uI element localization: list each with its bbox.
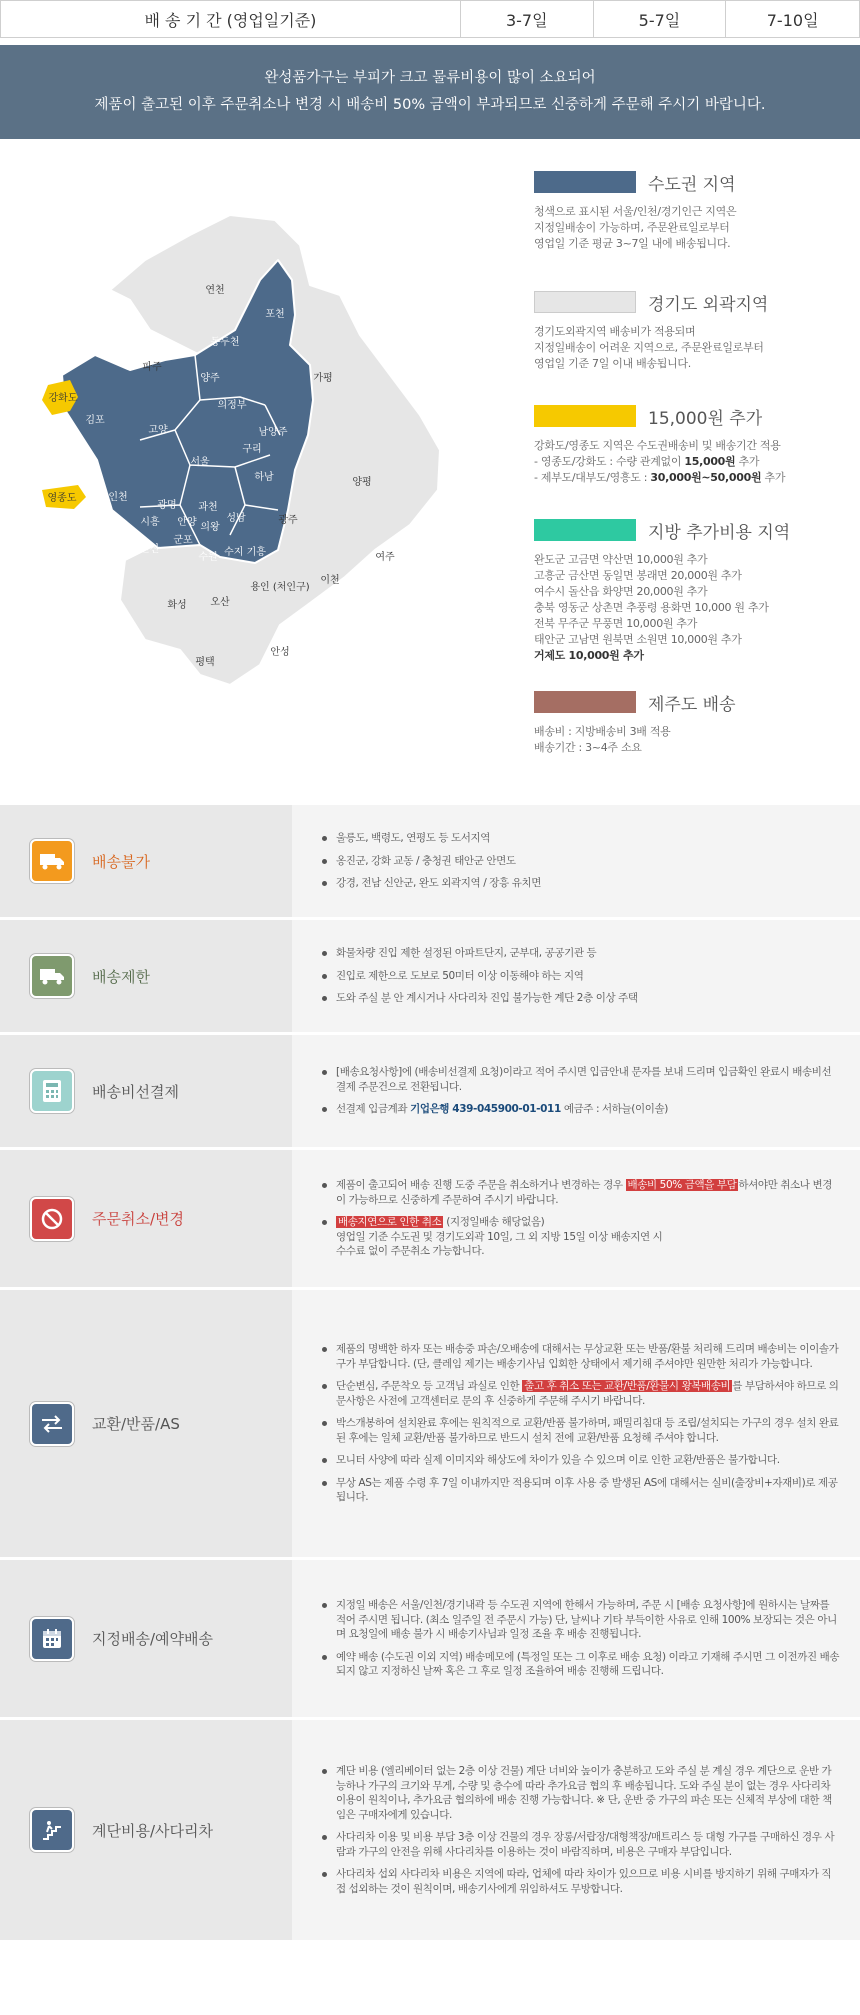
bullet-item: 진입로 제한으로 도보로 50미터 이상 이동해야 하는 지역 [322, 969, 840, 984]
bullet-item: 화물차량 진입 제한 설정된 아파트단지, 군부대, 공공기관 등 [322, 946, 840, 961]
legend-text-part: 추가 [761, 471, 786, 484]
map-label-ganghwa: 강화도 [48, 393, 78, 404]
stairs-person-icon [30, 1808, 74, 1852]
legend-jeju [534, 688, 844, 756]
legend-text-line: 고흥군 금산면 동일면 봉래면 20,000원 추가 [534, 569, 742, 582]
delivery-period-table [0, 0, 860, 38]
map-label-gapyeong: 가평 [313, 373, 333, 384]
row-title: 계단비용/사다리차 [92, 1821, 213, 1840]
highlight-text: 출고 후 취소 또는 교환/반품/환불시 왕복배송비 [524, 1380, 731, 1393]
legend-title-outer: 경기도 외곽지역 [648, 294, 769, 315]
legend-text-part: - 제부도/대부도/영흥도 : [534, 471, 651, 484]
bullet-item: 사다리차 섭외 사다리차 비용은 지역에 따라, 업체에 따라 차이가 있으므로 비용 시비를 방지하기 위해 구매자가 직접 섭외하는 것이 원칙이며, 배송기사에게 위임하셔도 무방합니다. [322, 1867, 840, 1896]
map-label-pocheon: 포천 [265, 309, 285, 320]
legend-text-line: 여수시 돌산읍 화양면 20,000원 추가 [534, 585, 708, 598]
truck-icon [30, 954, 74, 998]
truck-icon [30, 839, 74, 883]
map-label-anyang: 안양 [177, 517, 197, 528]
bullet-item: 지정일 배송은 서울/인천/경기내곽 등 수도권 지역에 한해서 가능하며, 주문 시 [배송 요청사항]에 원하시는 날짜를 적어 주시면 됩니다. (최소 일주일 전 주문시 가능) 단, 날씨나 기타 부득이한 사유로 인해 100% 보장되는 것은 아니며 요청일에 배송 불가 시 배송기사님과 일정 조율 후 배송 진행됩니다. [322, 1598, 840, 1642]
bullet-item: 무상 AS는 제품 수령 후 7일 이내까지만 적용되며 이후 사용 중 발생된 AS에 대해서는 실비(출장비+자재비)로 제공됩니다. [322, 1476, 840, 1505]
legend-metro [534, 168, 844, 252]
map-label-incheon: 인천 [108, 492, 128, 503]
legend-title-extra: 15,000원 추가 [648, 408, 763, 429]
map-label-seongnam: 성남 [226, 513, 246, 524]
notice-banner [0, 45, 860, 139]
period-region: 7-10일 [766, 10, 819, 30]
bullet-item: 울릉도, 백령도, 연평도 등 도서지역 [322, 831, 840, 846]
legend-text-bold: 거제도 10,000원 추가 [534, 649, 644, 662]
text-part: 수수료 없이 주문취소 가능합니다. [336, 1245, 485, 1258]
map-label-gunpo: 군포 [173, 535, 193, 546]
period-outer: 5-7일 [594, 1, 727, 37]
legend-region [534, 516, 844, 664]
map-label-yangpyeong: 양평 [352, 477, 372, 488]
legend-outer [534, 288, 844, 372]
prohibited-icon [30, 1197, 74, 1241]
legend-text-bold: 30,000원~50,000원 [650, 471, 762, 484]
gyeonggi-region-map [40, 205, 460, 725]
map-label-yangju: 양주 [200, 373, 220, 384]
row-title: 주문취소/변경 [92, 1210, 184, 1228]
legend-text-line: 영업일 기준 평균 3~7일 내에 배송됩니다. [534, 237, 731, 250]
map-label-pyeongtaek: 평택 [195, 657, 215, 668]
bank-account: 기업은행 439-045900-01-011 [410, 1103, 561, 1116]
bullet-item [322, 1102, 840, 1117]
map-label-icheon: 이천 [320, 575, 340, 586]
notice-line2: 제품이 출고된 이후 주문취소나 변경 시 배송비 50% 금액이 부과되므로 신중하게 주문해 주시기 바랍니다. [94, 97, 766, 113]
legend-text-line: 배송기간 : 3~4주 소요 [534, 741, 642, 754]
legend-swatch-extra [534, 405, 636, 427]
text-part: 선결제 입금계좌 [336, 1103, 411, 1116]
map-label-yeongjong: 영종도 [47, 493, 77, 504]
exchange-arrows-icon [30, 1402, 74, 1446]
bullet-item: 도와 주실 분 안 계시거나 사다리차 진입 불가능한 계단 2층 이상 주택 [322, 991, 840, 1006]
row-cancel [0, 1150, 860, 1290]
map-label-yeoncheon: 연천 [205, 285, 225, 296]
legend-title-metro: 수도권 지역 [648, 174, 736, 195]
text-part: 하셔야만 취소나 변경이 가능하므로 신중하게 주문하여 주시기 바랍니다. [336, 1179, 832, 1206]
highlight-text: 배송비 50% 금액을 부담 [627, 1179, 737, 1192]
legend-text-line: 태안군 고남면 원북면 소원면 10,000원 추가 [534, 633, 742, 646]
map-label-hanam: 하남 [254, 472, 274, 483]
legend-text-line: 지정일배송이 가능하며, 주문완료일로부터 [534, 221, 730, 234]
notice-line1: 완성품가구는 부피가 크고 물류비용이 많이 소요되어 [264, 70, 596, 86]
row-title: 배송제한 [92, 967, 150, 986]
map-label-goyang: 고양 [148, 425, 168, 436]
bullet-item: 제품의 명백한 하자 또는 배송중 파손/오배송에 대해서는 무상교환 또는 반품/환불 처리해 드리며 배송비는 이이솔가구가 부담합니다. (단, 클레임 제기는 배송기사님 입회한 상태에서 제기해 주셔야만 원만한 처리가 가능합니다. [322, 1342, 840, 1371]
legend-title-jeju: 제주도 배송 [648, 694, 736, 715]
period-header: 배 송 기 간 (영업일기준) [1, 1, 461, 37]
map-label-namyangju: 남양주 [258, 427, 288, 438]
legend-text-line [534, 470, 844, 486]
legend-text-line [534, 454, 844, 470]
legend-swatch-jeju [534, 691, 636, 713]
legend-text-line: 영업일 기준 7일 이내 배송됩니다. [534, 357, 691, 370]
row-no-delivery [0, 805, 860, 920]
bullet-item: 옹진군, 강화 교동 / 충청권 태안군 안면도 [322, 854, 840, 869]
text-part: 제품이 출고되어 배송 진행 도중 주문을 취소하거나 변경하는 경우 [336, 1179, 626, 1192]
bullet-item: 박스개봉하여 설치완료 후에는 원칙적으로 교환/반품 불가하며, 패밀리침대 등 조립/설치되는 가구의 경우 설치 완료된 후에는 일체 교환/반품 불가하므로 반드시 설치 전에 교환/반품 요청해 주셔야 합니다. [322, 1416, 840, 1445]
bullet-item [322, 1178, 840, 1207]
map-label-yongin: 용인 (처인구) [250, 582, 310, 593]
map-label-hwaseong: 화성 [167, 600, 187, 611]
bullet-item [322, 1379, 840, 1408]
map-label-osan: 오산 [210, 597, 230, 608]
row-title: 지정배송/예약배송 [92, 1630, 213, 1648]
legend-text-line: 경기도외곽지역 배송비가 적용되며 [534, 325, 696, 338]
legend-text-bold: 15,000원 [684, 455, 736, 468]
map-label-paju: 파주 [142, 362, 162, 373]
legend-text-part: 추가 [735, 455, 760, 468]
row-title: 교환/반품/AS [92, 1415, 180, 1433]
map-label-anseong: 안성 [270, 647, 290, 658]
legend-text-line [534, 648, 844, 664]
bullet-item [322, 1215, 840, 1259]
period-metro: 3-7일 [461, 1, 594, 37]
map-label-guri: 구리 [242, 444, 262, 455]
text-part: 를 부담하셔야 하므로 의문사항은 사전에 고객센터로 문의 후 신중하게 주문해 주시기 바랍니다. [336, 1380, 839, 1407]
legend-text-line: 전북 무주군 무풍면 10,000원 추가 [534, 617, 698, 630]
row-delivery-limit [0, 920, 860, 1035]
text-part: 예금주 : 서하늘(이이솔) [560, 1103, 668, 1116]
text-part: 영업일 기준 수도권 및 경기도외곽 10일, 그 외 지방 15일 이상 배송지연 시 [336, 1230, 663, 1243]
legend-text-line: 강화도/영종도 지역은 수도권배송비 및 배송기간 적용 [534, 439, 781, 452]
row-title: 배송불가 [92, 852, 150, 871]
map-label-gwangmyeong: 광명 [157, 500, 177, 511]
calculator-icon [30, 1069, 74, 1113]
row-title: 배송비선결제 [92, 1082, 179, 1101]
map-label-gwangju: 광주 [278, 515, 298, 526]
legend-extra [534, 402, 844, 486]
legend-text-part: - 영종도/강화도 : 수량 관계없이 [534, 455, 685, 468]
row-prepay [0, 1035, 860, 1150]
map-label-suwon: 수원 [198, 552, 218, 563]
map-label-ansan: 안산 [140, 544, 160, 555]
map-label-gimpo: 김포 [85, 415, 105, 426]
row-stairs-ladder [0, 1720, 860, 1940]
map-label-dongducheon: 동두천 [210, 337, 240, 348]
map-label-suji-giheung: 수지 기흥 [224, 547, 266, 558]
row-exchange [0, 1290, 860, 1560]
text-part: 단순변심, 주문착오 등 고객님 과실로 인한 [336, 1380, 523, 1393]
map-label-seoul: 서울 [190, 457, 210, 468]
bullet-item: 계단 비용 (엘리베이터 없는 2층 이상 건물) 계단 너비와 높이가 충분하고 도와 주실 분 계실 경우 계단으로 운반 가능하나 가구의 크기와 무게, 수량 및 층수에 따라 추가요금 협의 후 배송됩니다. 도와 주실 분이 없는 경우 사다리차 이용이 원칙이나, 추가요금 협의하에 배송 진행 가능합니다. ※ 단, 운반 중 가구의 파손 또는 신체적 부상에 대한 책임은 구매자에게 있습니다. [322, 1764, 840, 1822]
calendar-icon [30, 1617, 74, 1661]
legend-text-line: 완도군 고금면 약산면 10,000원 추가 [534, 553, 708, 566]
legend-swatch-outer [534, 291, 636, 313]
bullet-item: 예약 배송 (수도권 이외 지역) 배송메모에 (특정일 또는 그 이후로 배송 요청) 이라고 기재해 주시면 그 이전까진 배송되지 않고 지정하신 날짜 혹은 그 후로 일정 조율하여 배송 진행해 드립니다. [322, 1650, 840, 1679]
map-label-uijeongbu: 의정부 [217, 400, 247, 411]
row-scheduled [0, 1560, 860, 1720]
legend-text-line: 배송비 : 지방배송비 3배 적용 [534, 725, 671, 738]
highlight-text: 배송지연으로 인한 취소 [338, 1216, 442, 1229]
bullet-item: 강경, 전남 신안군, 완도 외곽지역 / 장흥 유치면 [322, 876, 840, 891]
map-label-yeoju: 여주 [375, 552, 395, 563]
text-part: (지정일배송 해당없음) [443, 1216, 545, 1229]
legend-swatch-metro [534, 171, 636, 193]
bullet-item: 모니터 사양에 따라 실제 이미지와 해상도에 차이가 있을 수 있으며 이로 인한 교환/반품은 불가합니다. [322, 1453, 840, 1468]
bullet-item: [배송요청사항]에 (배송비선결제 요청)이라고 적어 주시면 입금안내 문자를 보내 드리며 입금확인 완료시 배송비선결제 주문건으로 전환됩니다. [322, 1065, 840, 1094]
legend-text-line: 청색으로 표시된 서울/인천/경기인근 지역은 [534, 205, 737, 218]
legend-title-region: 지방 추가비용 지역 [648, 522, 791, 543]
legend-text-line: 지정일배송이 어려운 지역으로, 주문완료일로부터 [534, 341, 764, 354]
policy-rows [0, 805, 860, 1940]
legend-text-line: 충북 영동군 상촌면 추풍령 용화면 10,000 원 추가 [534, 601, 769, 614]
legend-swatch-region [534, 519, 636, 541]
map-label-siheung: 시흥 [140, 517, 160, 528]
bullet-item: 사다리차 이용 및 비용 부담 3층 이상 건물의 경우 장롱/서랍장/대형책장/매트리스 등 대형 가구를 구매하신 경우 사람과 가구의 안전을 위해 사다리차를 이용하는 것이 바람직하며, 비용은 구매자 부담입니다. [322, 1830, 840, 1859]
map-label-uiwang: 의왕 [200, 522, 220, 533]
map-label-gwacheon: 과천 [198, 502, 218, 513]
